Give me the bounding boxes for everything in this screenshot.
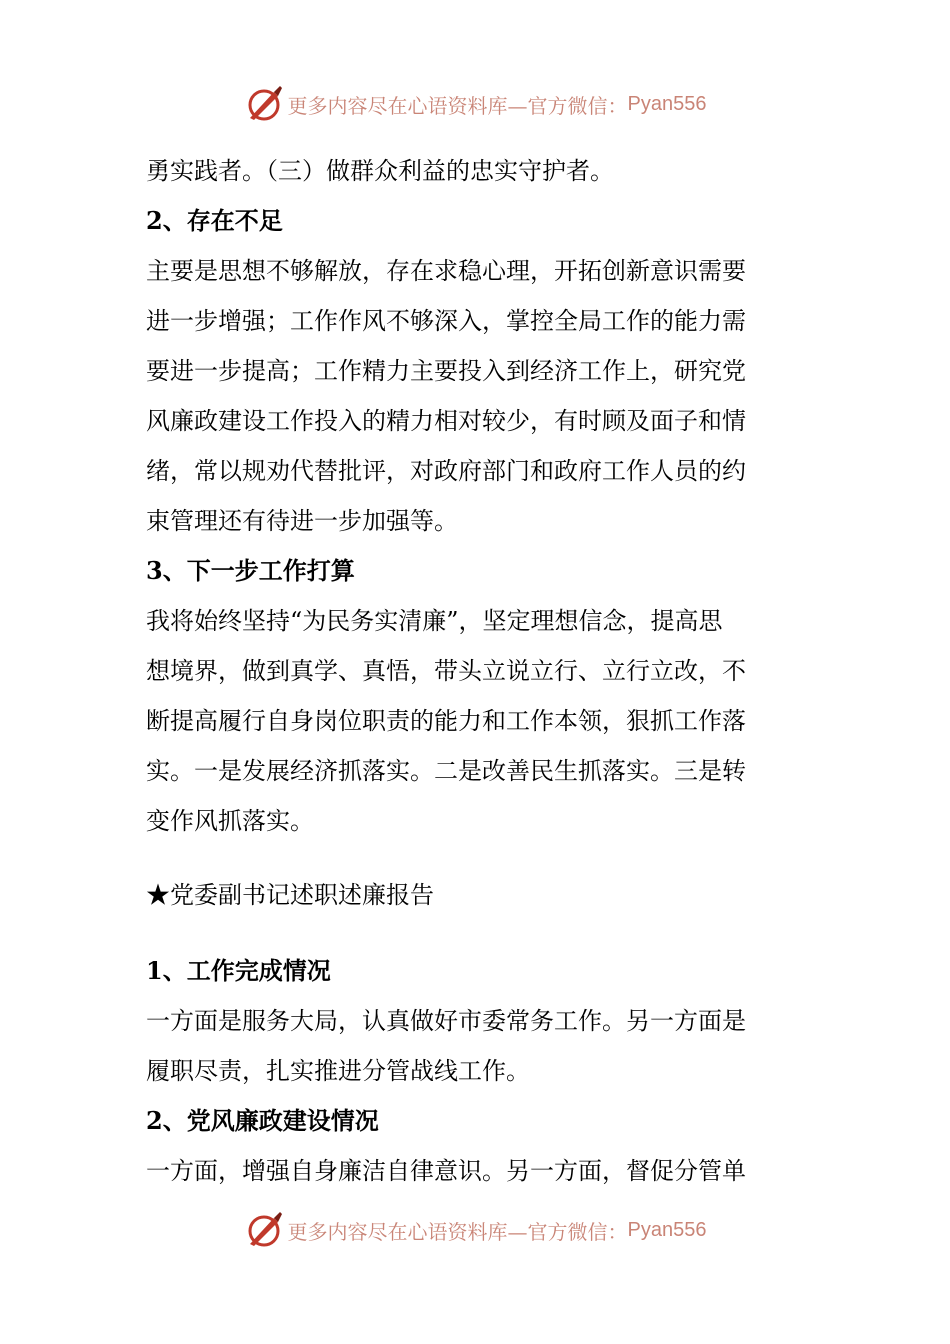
banner-text: 更多内容尽在心语资料库—官方微信： (287, 1219, 628, 1244)
paragraph-line: 进一步增强；工作作风不够深入，掌控全局工作的能力需 (146, 307, 746, 335)
section-heading: 2、党风廉政建设情况 (146, 1106, 379, 1135)
paragraph-line: 要进一步提高；工作精力主要投入到经济工作上，研究党 (146, 357, 746, 385)
spacer (146, 846, 811, 870)
header-banner (0, 82, 950, 126)
paragraph-line: 想境界，做到真学、真悟，带头立说立行、立行立改，不 (146, 657, 746, 685)
paragraph-line: 绪，常以规劝代替批评，对政府部门和政府工作人员的约 (146, 457, 746, 485)
pen-logo-icon (244, 1210, 284, 1250)
paragraph-line: 实。一是发展经济抓落实。二是改善民生抓落实。三是转 (146, 757, 746, 785)
banner-wechat-id: Pyan556 (627, 1218, 707, 1241)
section-heading: 2、存在不足 (146, 206, 283, 235)
paragraph-line: 主要是思想不够解放，存在求稳心理，开拓创新意识需要 (146, 257, 746, 285)
section-heading: 1、工作完成情况 (146, 956, 331, 985)
spacer (146, 920, 811, 946)
report-title: ★党委副书记述职述廉报告 (146, 881, 434, 909)
pen-logo-icon (244, 84, 284, 124)
paragraph-line: 我将始终坚持“为民务实清廉”，坚定理想信念，提高思 (146, 607, 723, 635)
paragraph-line: 变作风抓落实。 (146, 807, 314, 835)
paragraph-line: 断提高履行自身岗位职责的能力和工作本领，狠抓工作落 (146, 707, 746, 735)
document-body (146, 146, 811, 1196)
paragraph-line: 一方面是服务大局，认真做好市委常务工作。另一方面是 (146, 1007, 746, 1035)
paragraph-line: 一方面，增强自身廉洁自律意识。另一方面，督促分管单 (146, 1157, 746, 1185)
section-heading: 3、下一步工作打算 (146, 556, 355, 585)
paragraph-line: 束管理还有待进一步加强等。 (146, 507, 458, 535)
footer-banner (0, 1208, 950, 1252)
banner-text: 更多内容尽在心语资料库—官方微信： (287, 93, 628, 118)
paragraph-line: 勇实践者。（三）做群众利益的忠实守护者。 (146, 157, 614, 185)
banner-wechat-id: Pyan556 (627, 92, 707, 115)
paragraph-line: 风廉政建设工作投入的精力相对较少，有时顾及面子和情 (146, 407, 746, 435)
paragraph-line: 履职尽责，扎实推进分管战线工作。 (146, 1057, 530, 1085)
